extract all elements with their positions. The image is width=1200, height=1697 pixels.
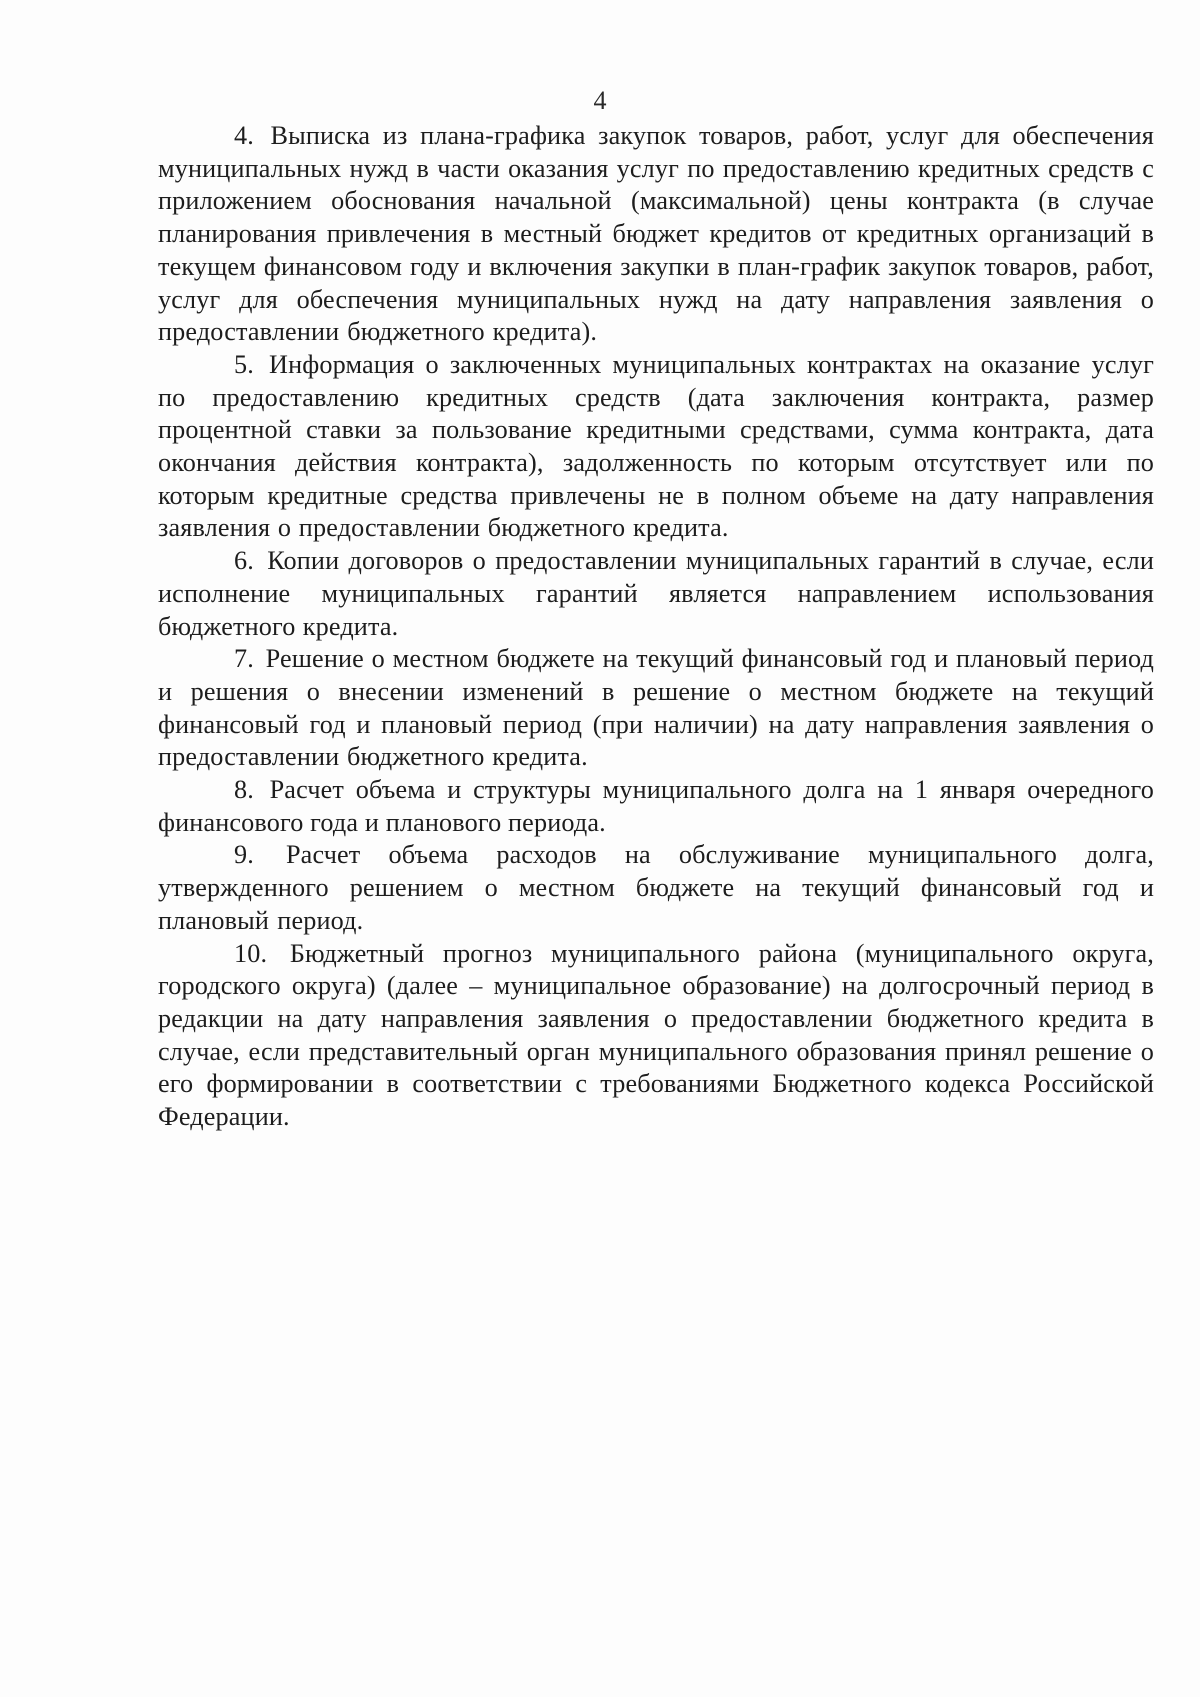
paragraph-number: 7. (234, 644, 254, 674)
paragraph-item-6 (158, 545, 1154, 643)
paragraph-text: Копии договоров о предоставлении муниципальных гарантий в случае, если исполнение муниципальных гарантий является направлением использования бюджетного кредита. (158, 546, 1154, 641)
paragraph-text: Бюджетный прогноз муниципального района (муниципального округа, городского округа) (далее – муниципальное образование) на долгосрочный период в редакции на дату направления заявления о предоставлении бюджетного кредита в случае, если представительный орган муниципального образования принял решение о его формировании в соответствии с требованиями Бюджетного кодекса Российской Федерации. (158, 938, 1154, 1132)
paragraph-item-4 (158, 120, 1154, 349)
paragraph-item-5 (158, 349, 1154, 545)
paragraph-item-10 (158, 938, 1154, 1134)
paragraph-number: 9. (234, 840, 254, 870)
paragraph-text: Решение о местном бюджете на текущий финансовый год и плановый период и решения о внесении изменений в решение о местном бюджете на текущий финансовый год и плановый период (при наличии) на дату направления заявления о предоставлении бюджетного кредита. (158, 644, 1154, 772)
page-number: 4 (593, 86, 607, 115)
paragraph-text: Выписка из плана-графика закупок товаров, работ, услуг для обеспечения муниципальных нужд в части оказания услуг по предоставлению кредитных средств с приложением обоснования начальной (максимальной) цены контракта (в случае планирования привлечения в местный бюджет кредитов от кредитных организаций в текущем финансовом году и включения закупки в план-график закупок товаров, работ, услуг для обеспечения муниципальных нужд на дату направления заявления о предоставлении бюджетного кредита). (158, 121, 1154, 347)
paragraph-text: Информация о заключенных муниципальных контрактах на оказание услуг по предоставлению кредитных средств (дата заключения контракта, размер процентной ставки за пользование кредитными средствами, сумма контракта, дата окончания действия контракта), задолженность по которым отсутствует или по которым кредитные средства привлечены не в полном объеме на дату направления заявления о предоставлении бюджетного кредита. (158, 349, 1154, 543)
paragraph-number: 6. (234, 546, 254, 576)
document-body (158, 120, 1154, 1134)
paragraph-text: Расчет объема расходов на обслуживание муниципального долга, утвержденного решением о местном бюджете на текущий финансовый год и плановый период. (158, 840, 1155, 935)
paragraph-number: 10. (234, 938, 268, 968)
paragraph-number: 8. (234, 775, 254, 805)
paragraph-item-8 (158, 774, 1154, 839)
paragraph-item-9 (158, 839, 1154, 937)
paragraph-text: Расчет объема и структуры муниципального долга на 1 января очередного финансового года и планового периода. (158, 775, 1154, 837)
paragraph-item-7 (158, 643, 1154, 774)
paragraph-number: 4. (234, 121, 254, 150)
paragraph-number: 5. (234, 349, 254, 379)
